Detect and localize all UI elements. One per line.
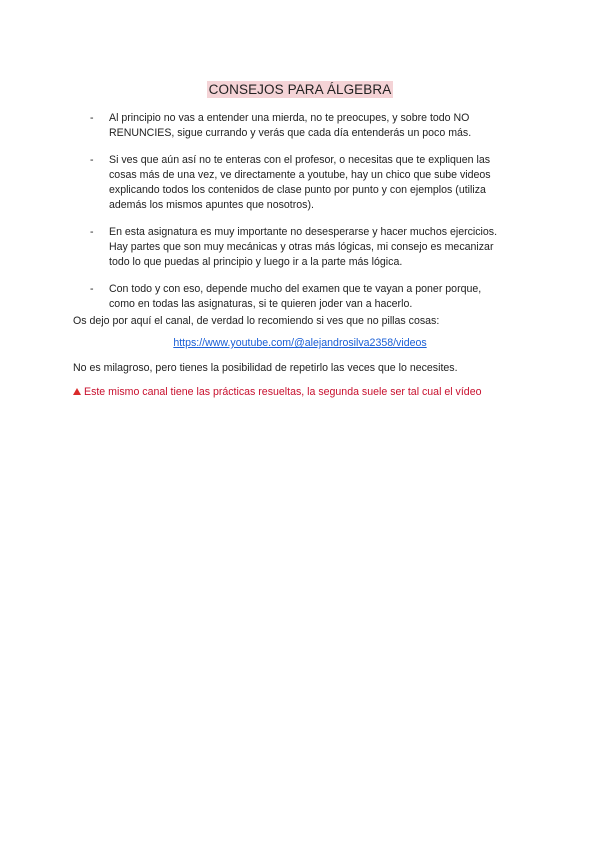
tip-line: En esta asignatura es muy importante no desesperarse y hacer muchos ejercicios. bbox=[109, 226, 498, 238]
tip-item-2 bbox=[90, 153, 530, 213]
channel-intro-text: Os dejo por aquí el canal, de verdad lo recomiendo si ves que no pillas cosas: bbox=[73, 315, 440, 327]
tip-item-4 bbox=[90, 282, 530, 312]
tip-line: Al principio no vas a entender una mierda, no te preocupes, y sobre todo NO bbox=[109, 112, 470, 124]
tip-line: explicando todos los contenidos de clase punto por punto y con ejemplos (utiliza bbox=[109, 184, 486, 196]
tip-line: RENUNCIES, sigue currando y verás que cada día entenderás un poco más. bbox=[109, 127, 472, 139]
note-text: No es milagroso, pero tienes la posibilidad de repetirlo las veces que lo necesites. bbox=[73, 362, 458, 374]
tip-line: además los mismos apuntes que nosotros). bbox=[109, 199, 314, 211]
tips-list bbox=[90, 111, 530, 324]
channel-link-container bbox=[0, 336, 600, 351]
warning-text: Este mismo canal tiene las prácticas resueltas, la segunda suele ser tal cual el vídeo bbox=[84, 386, 482, 398]
tip-item-1 bbox=[90, 111, 530, 141]
bullet-marker: - bbox=[90, 154, 94, 166]
bullet-marker: - bbox=[90, 226, 94, 238]
warning-line bbox=[73, 385, 481, 400]
tip-line: Con todo y con eso, depende mucho del examen que te vayan a poner porque, bbox=[109, 283, 482, 295]
warning-triangle-icon bbox=[73, 388, 81, 395]
youtube-channel-link[interactable]: https://www.youtube.com/@alejandrosilva2358/videos bbox=[173, 337, 427, 349]
tip-line: Si ves que aún así no te enteras con el profesor, o necesitas que te expliquen las bbox=[109, 154, 491, 166]
bullet-marker: - bbox=[90, 112, 94, 124]
bullet-marker: - bbox=[90, 283, 94, 295]
document-title: CONSEJOS PARA ÁLGEBRA bbox=[208, 82, 392, 97]
title-container bbox=[0, 81, 600, 99]
tip-item-3 bbox=[90, 225, 530, 270]
tip-line: como en todas las asignaturas, si te quieren joder van a hacerlo. bbox=[109, 298, 413, 310]
tip-line: cosas más de una vez, ve directamente a youtube, hay un chico que sube videos bbox=[109, 169, 491, 181]
tip-line: Hay partes que son muy mecánicas y otras más lógicas, mi consejo es mecanizar bbox=[109, 241, 494, 253]
tip-line: todo lo que puedas al principio y luego ir a la parte más lógica. bbox=[109, 256, 403, 268]
